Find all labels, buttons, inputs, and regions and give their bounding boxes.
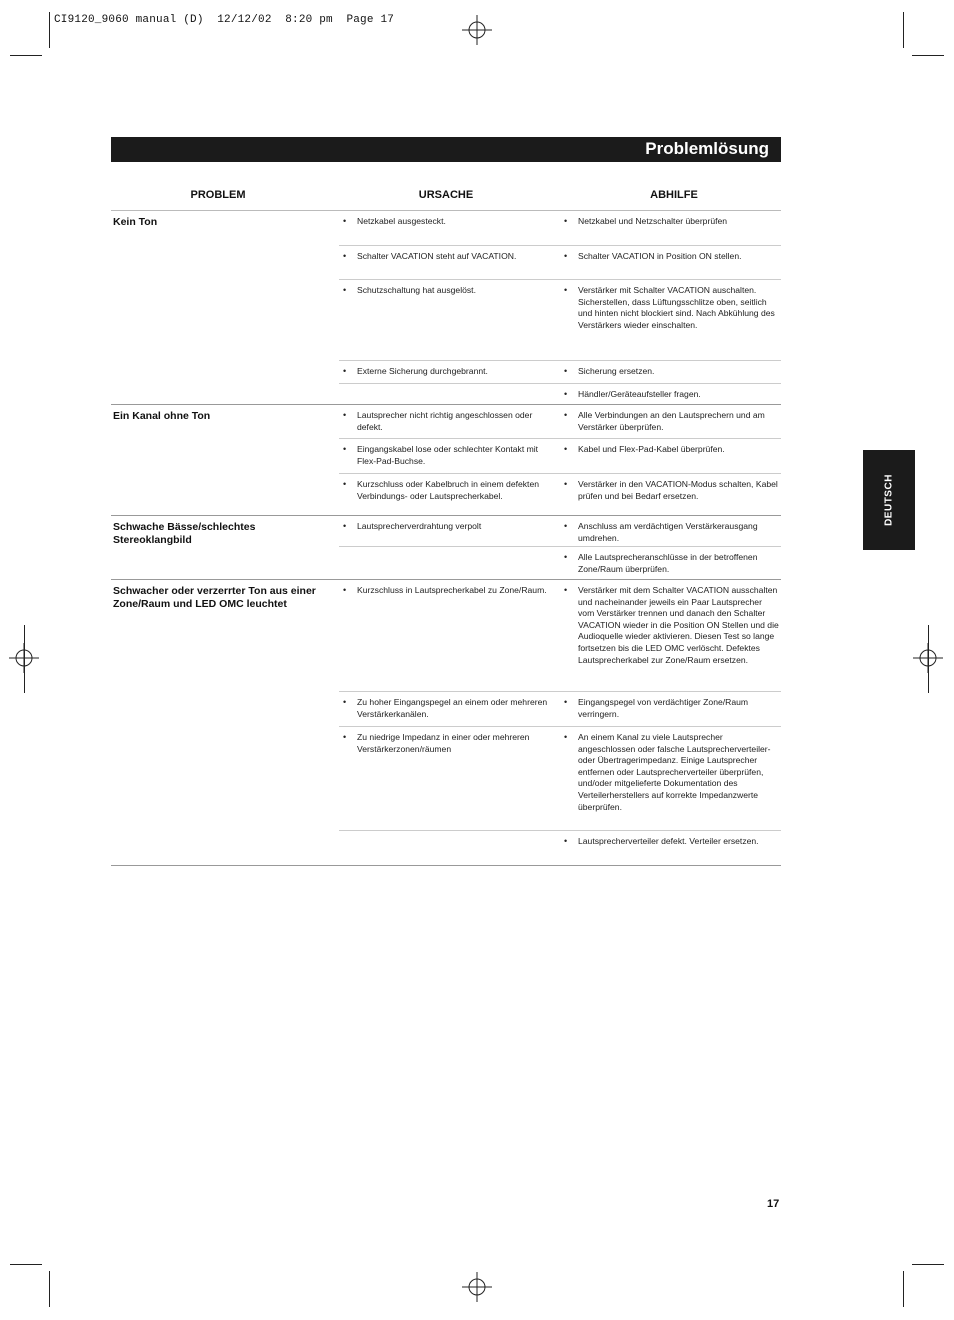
language-tab [863, 450, 915, 550]
problem-group [111, 211, 781, 405]
table-row [339, 246, 781, 280]
cause-cell [339, 831, 560, 865]
remedy-cell: • Verstärker mit dem Schalter VACATION ausschalten und nacheinander jeweils ein Paar Lautsprecher vom Verstärker trennen und danach den Schalter VACATION wieder in die Position ON Stellen und die Audioquelle wieder aktivieren. Diesen Test so lange fortsetzen bis die LED OMC verlöscht. Defektes Lautsprecherkabel zur Zone/Raum ersetzen. [560, 580, 781, 691]
title-bar [111, 137, 781, 162]
table-row [339, 211, 781, 246]
remedy-cell: • Sicherung ersetzen. [560, 361, 781, 383]
crop-mark [24, 625, 25, 693]
table-row [339, 516, 781, 547]
cause-cell: • Schutzschaltung hat ausgelöst. [339, 280, 560, 360]
remedy-cell: • Kabel und Flex-Pad-Kabel überprüfen. [560, 439, 781, 473]
registration-mark-icon [462, 15, 492, 45]
cause-cell: • Kurzschluss in Lautsprecherkabel zu Zone/Raum. [339, 580, 560, 691]
table-row [339, 727, 781, 831]
remedy-cell: • An einem Kanal zu viele Lautsprecher angeschlossen oder falsche Lautsprecherverteiler- oder Übertragerimpedanz. Einige Lautsprecher entfernen oder Lautsprecherverteiler überprüfen, und/oder mitgelieferte Dokumentation des Verteilerherstellers auf korrekte Impedanzwerte überprüfen. [560, 727, 781, 830]
language-tab-label: DEUTSCH [883, 474, 895, 526]
cause-cell: • Zu niedrige Impedanz in einer oder mehreren Verstärkerzonen/räumen [339, 727, 560, 830]
table-row [339, 439, 781, 474]
cause-cell: • Schalter VACATION steht auf VACATION. [339, 246, 560, 279]
table-row [339, 831, 781, 865]
remedy-cell: • Händler/Geräteaufsteller fragen. [560, 384, 781, 404]
cause-cell: • Kurzschluss oder Kabelbruch in einem defekten Verbindungs- oder Lautsprecherkabel. [339, 474, 560, 515]
print-slug: CI9120_9060 manual (D) 12/12/02 8:20 pm Page 17 [54, 14, 395, 26]
remedy-cell: • Verstärker mit Schalter VACATION auschalten. Sicherstellen, dass Lüftungsschlitze oben, seitlich und hinten nicht blockiert sind. Nach Abkühlung des Verstärkers wieder einschalten. [560, 280, 781, 360]
crop-mark [10, 1264, 42, 1265]
crop-mark [903, 12, 904, 48]
remedy-cell: • Schalter VACATION in Position ON stellen. [560, 246, 781, 279]
table-row [339, 384, 781, 404]
table-row [339, 474, 781, 515]
table-row [339, 405, 781, 439]
remedy-cell: • Eingangspegel von verdächtiger Zone/Raum verringern. [560, 692, 781, 726]
cause-cell [339, 547, 560, 579]
remedy-cell: • Anschluss am verdächtigen Verstärkerausgang umdrehen. [560, 516, 781, 546]
column-header-cause: URSACHE [418, 189, 474, 201]
cause-cell: • Eingangskabel lose oder schlechter Kontakt mit Flex-Pad-Buchse. [339, 439, 560, 473]
cause-cell: • Netzkabel ausgesteckt. [339, 211, 560, 245]
problem-label: Schwache Bässe/schlechtes Stereoklangbild [113, 521, 256, 546]
page-number: 17 [767, 1198, 780, 1210]
table-header [111, 185, 781, 211]
column-header-remedy: ABHILFE [650, 189, 698, 201]
table-row [339, 692, 781, 727]
column-header-problem: PROBLEM [190, 189, 246, 201]
remedy-cell: • Alle Verbindungen an den Lautsprechern und am Verstärker überprüfen. [560, 405, 781, 438]
remedy-cell: • Verstärker in den VACATION-Modus schalten, Kabel prüfen und bei Bedarf ersetzen. [560, 474, 781, 515]
crop-mark [912, 55, 944, 56]
crop-mark [903, 1271, 904, 1307]
problem-group [111, 405, 781, 516]
cause-cell: • Externe Sicherung durchgebrannt. [339, 361, 560, 383]
remedy-cell: • Lautsprecherverteiler defekt. Verteiler ersetzen. [560, 831, 781, 865]
problem-label: Schwacher oder verzerrter Ton aus einer Zone/Raum und LED OMC leuchtet [113, 585, 316, 610]
problem-group [111, 580, 781, 866]
remedy-cell: • Netzkabel und Netzschalter überprüfen [560, 211, 781, 245]
crop-mark [10, 55, 42, 56]
table-row [339, 280, 781, 361]
crop-mark [928, 625, 929, 693]
cause-cell: • Lautsprecher nicht richtig angeschlossen oder defekt. [339, 405, 560, 438]
cause-cell: • Zu hoher Eingangspegel an einem oder mehreren Verstärkerkanälen. [339, 692, 560, 726]
troubleshooting-table [111, 185, 781, 866]
table-row [339, 361, 781, 384]
crop-mark [49, 1271, 50, 1307]
page-title: Problemlösung [645, 139, 769, 158]
cause-cell: • Lautsprecherverdrahtung verpolt [339, 516, 560, 546]
crop-mark [49, 12, 50, 48]
cause-cell [339, 384, 560, 404]
remedy-cell: • Alle Lautsprecheranschlüsse in der betroffenen Zone/Raum überprüfen. [560, 547, 781, 579]
table-row [339, 547, 781, 579]
problem-label: Ein Kanal ohne Ton [113, 410, 211, 422]
problem-label: Kein Ton [113, 216, 158, 228]
registration-mark-icon [462, 1272, 492, 1302]
problem-group [111, 516, 781, 580]
table-row [339, 580, 781, 692]
crop-mark [912, 1264, 944, 1265]
